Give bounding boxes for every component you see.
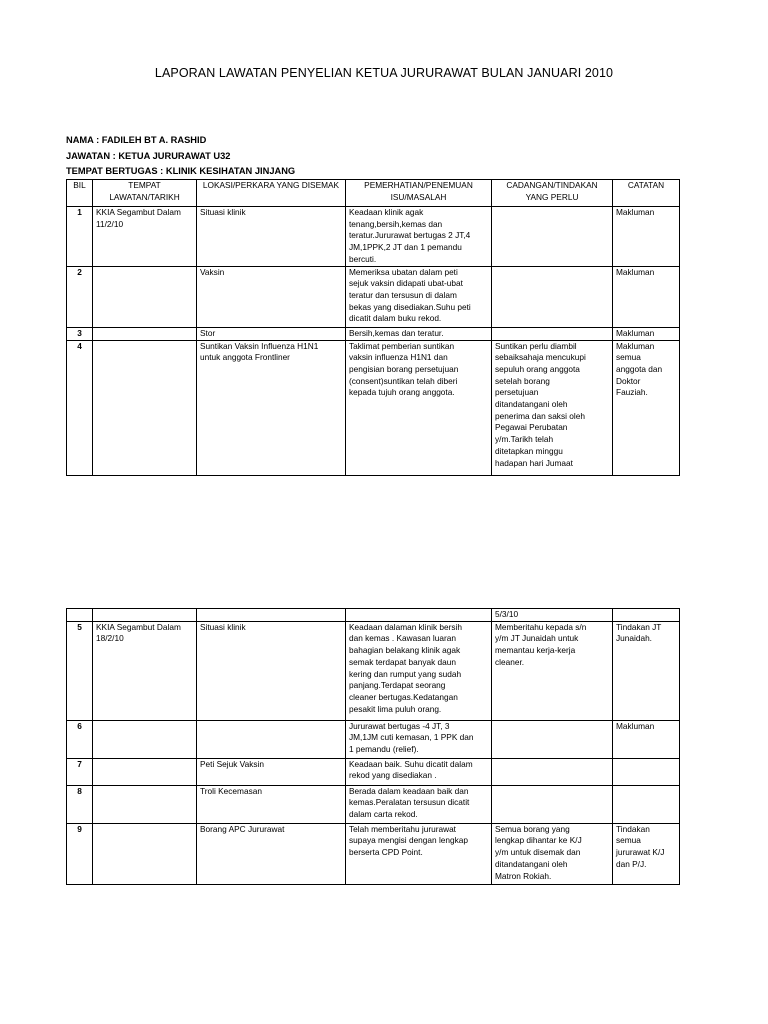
cell-lokasi: Borang APC Jururawat	[197, 823, 346, 884]
cell-tempat	[93, 609, 197, 622]
table-row	[67, 758, 680, 785]
cell-bil: 6	[67, 720, 93, 758]
cell-tempat	[93, 327, 197, 340]
cell-catatan	[613, 785, 680, 823]
cell-lokasi: Vaksin	[197, 266, 346, 327]
cell-lokasi: Suntikan Vaksin Influenza H1N1 untuk anggota Frontliner	[197, 340, 346, 475]
cell-cadangan	[492, 758, 613, 785]
cell-bil: 7	[67, 758, 93, 785]
nama-line: NAMA : FADILEH BT A. RASHID	[66, 135, 207, 145]
cell-pemerhatian: Bersih,kemas dan teratur.	[346, 327, 492, 340]
tempat-bertugas-line: TEMPAT BERTUGAS : KLINIK KESIHATAN JINJANG	[66, 166, 296, 176]
cell-pemerhatian: Taklimat pemberian suntikan vaksin influenza H1N1 dan pengisian borang persetujuan (consent)suntikan telah diberi kepada tujuh orang anggota.	[346, 340, 492, 475]
cell-tempat	[93, 785, 197, 823]
cell-lokasi: Peti Sejuk Vaksin	[197, 758, 346, 785]
cell-cadangan: 5/3/10	[492, 609, 613, 622]
cell-tempat	[93, 823, 197, 884]
jawatan-line: JAWATAN : KETUA JURURAWAT U32	[66, 150, 231, 161]
cell-catatan: Tindakan semua jururawat K/J dan P/J.	[613, 823, 680, 884]
header-pemerhatian: PEMERHATIAN/PENEMUAN ISU/MASALAH	[346, 180, 492, 207]
cell-tempat	[93, 340, 197, 475]
cell-pemerhatian: Berada dalam keadaan baik dan kemas.Peralatan tersusun dicatit dalam carta rekod.	[346, 785, 492, 823]
cell-tempat: KKIA Segambut Dalam 18/2/10	[93, 621, 197, 720]
cell-catatan: Makluman	[613, 266, 680, 327]
cell-catatan: Makluman	[613, 720, 680, 758]
cell-pemerhatian: Telah memberitahu jururawat supaya mengisi dengan lengkap berserta CPD Point.	[346, 823, 492, 884]
report-meta	[66, 133, 295, 180]
cell-bil: 1	[67, 207, 93, 267]
cell-catatan: Makluman semua anggota dan Doktor Fauziah.	[613, 340, 680, 475]
table-row	[67, 785, 680, 823]
cell-cadangan	[492, 785, 613, 823]
cell-lokasi	[197, 720, 346, 758]
report-title: LAPORAN LAWATAN PENYELIAN KETUA JURURAWAT BULAN JANUARI 2010	[154, 66, 614, 80]
cell-tempat	[93, 266, 197, 327]
cell-bil: 2	[67, 266, 93, 327]
table-row	[67, 823, 680, 884]
cell-pemerhatian: Keadaan dalaman klinik bersih dan kemas . Kawasan luaran bahagian belakang klinik agak semak terdapat banyak daun kering dan rumput yang sudah panjang.Terdapat seorang cleaner bertugas.Kedatangan pesakit lima puluh orang.	[346, 621, 492, 720]
cell-tempat	[93, 720, 197, 758]
cell-cadangan	[492, 207, 613, 267]
cell-bil: 8	[67, 785, 93, 823]
report-table-2	[66, 608, 680, 885]
cell-tempat	[93, 758, 197, 785]
cell-cadangan	[492, 327, 613, 340]
header-tempat: TEMPAT LAWATAN/TARIKH	[93, 180, 197, 207]
table-row	[67, 266, 680, 327]
cell-cadangan: Suntikan perlu diambil sebaiksahaja mencukupi sepuluh orang anggota setelah borang persetujuan ditandatangani oleh penerima dan saksi oleh Pegawai Perubatan y/m.Tarikh telah ditetapkan minggu hadapan hari Jumaat	[492, 340, 613, 475]
cell-lokasi: Situasi klinik	[197, 621, 346, 720]
cell-lokasi: Troli Kecemasan	[197, 785, 346, 823]
cell-bil	[67, 609, 93, 622]
cell-cadangan: Semua borang yang lengkap dihantar ke K/J y/m untuk disemak dan ditandatangani oleh Matron Rokiah.	[492, 823, 613, 884]
cell-catatan	[613, 609, 680, 622]
cell-cadangan	[492, 720, 613, 758]
cell-catatan: Tindakan JT Junaidah.	[613, 621, 680, 720]
table-row	[67, 621, 680, 720]
cell-bil: 9	[67, 823, 93, 884]
cell-bil: 3	[67, 327, 93, 340]
cell-catatan: Makluman	[613, 327, 680, 340]
header-catatan: CATATAN	[613, 180, 680, 207]
cell-pemerhatian: Keadaan klinik agak tenang,bersih,kemas dan teratur.Jururawat bertugas 2 JT,4 JM,1PPK,2 JT dan 1 pemandu bercuti.	[346, 207, 492, 267]
cell-tempat: KKIA Segambut Dalam 11/2/10	[93, 207, 197, 267]
cell-lokasi	[197, 609, 346, 622]
cell-cadangan: Memberitahu kepada s/n y/m JT Junaidah untuk memantau kerja-kerja cleaner.	[492, 621, 613, 720]
cell-pemerhatian: Memeriksa ubatan dalam peti sejuk vaksin didapati ubat-ubat teratur dan tersusun di dalam bekas yang disediakan.Suhu peti dicatit dalam buku rekod.	[346, 266, 492, 327]
table-row	[67, 207, 680, 267]
cell-bil: 4	[67, 340, 93, 475]
cell-pemerhatian: Jururawat bertugas -4 JT, 3 JM,1JM cuti kemasan, 1 PPK dan 1 pemandu (relief).	[346, 720, 492, 758]
cell-catatan	[613, 758, 680, 785]
cell-lokasi: Situasi klinik	[197, 207, 346, 267]
header-bil: BIL	[67, 180, 93, 207]
table-row	[67, 327, 680, 340]
header-lokasi: LOKASI/PERKARA YANG DISEMAK	[197, 180, 346, 207]
cell-catatan: Makluman	[613, 207, 680, 267]
cell-pemerhatian: Keadaan baik. Suhu dicatit dalam rekod yang disediakan .	[346, 758, 492, 785]
header-cadangan: CADANGAN/TINDAKAN YANG PERLU	[492, 180, 613, 207]
table-row	[67, 340, 680, 475]
report-table-1	[66, 179, 680, 476]
cell-cadangan	[492, 266, 613, 327]
table-row	[67, 720, 680, 758]
table-row	[67, 609, 680, 622]
cell-bil: 5	[67, 621, 93, 720]
cell-pemerhatian	[346, 609, 492, 622]
table-header-row	[67, 180, 680, 207]
cell-lokasi: Stor	[197, 327, 346, 340]
